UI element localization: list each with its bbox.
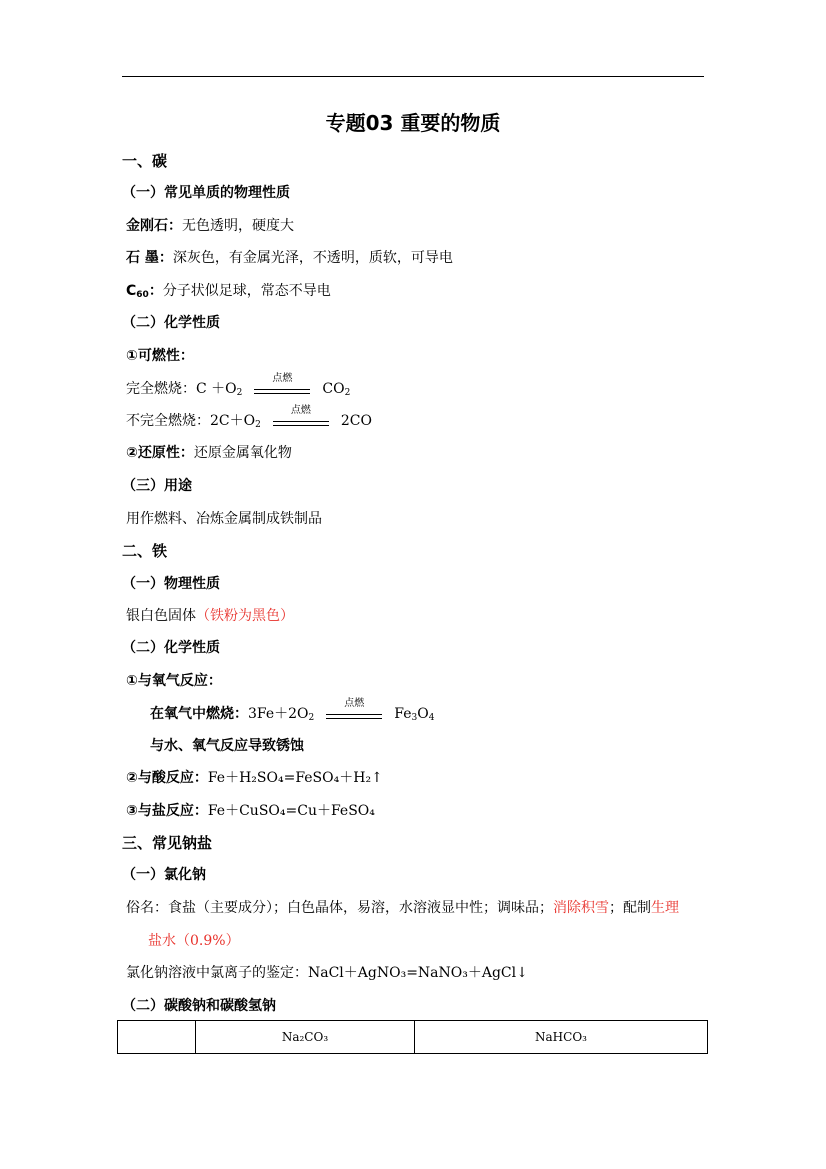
acid-reaction-equation: Fe＋H₂SO₄=FeSO₄＋H₂↑ bbox=[207, 770, 383, 786]
uses-text: 用作燃料、冶炼金属制成铁制品 bbox=[126, 511, 322, 527]
oxygen-reaction-label: ①与氧气反应： bbox=[126, 673, 222, 689]
iron-powder-note: （铁粉为黑色） bbox=[196, 608, 294, 624]
chloride-ion-test: 氯化钠溶液中氯离子的鉴定：NaCl＋AgNO₃=NaNO₃＋AgCl↓ bbox=[126, 965, 528, 981]
reactants: $2C+O_2$ bbox=[210, 413, 261, 430]
reaction-arrow bbox=[324, 698, 384, 723]
combustibility-label: ①可燃性： bbox=[126, 348, 194, 364]
reducibility-text: 还原金属氧化物 bbox=[193, 445, 292, 461]
salt-reaction-line bbox=[126, 802, 375, 820]
reactants: $3Fe+2O_2$ bbox=[248, 706, 315, 723]
carbonate-comparison-table bbox=[117, 1020, 708, 1054]
reactants: $C +O_2$ bbox=[196, 381, 243, 398]
iron-physical-text: 银白色固体 bbox=[126, 608, 196, 624]
sodium-chloride-desc-cont bbox=[148, 932, 240, 950]
saline-word: 生理 bbox=[651, 900, 679, 916]
acid-reaction-line bbox=[126, 769, 383, 787]
c60-label: $C_{60}$： bbox=[126, 283, 163, 300]
subheading-iron-physical: （一）物理性质 bbox=[122, 576, 220, 592]
products: $Fe_3O_4$ bbox=[394, 706, 435, 723]
reaction-condition: 点燃 bbox=[344, 698, 365, 709]
complete-combustion-label: 完全燃烧： bbox=[126, 381, 196, 397]
diamond-line bbox=[126, 217, 294, 235]
products: 2CO bbox=[340, 413, 372, 429]
salt-reaction-equation: Fe＋CuSO₄=Cu＋FeSO₄ bbox=[207, 803, 375, 819]
subheading-sodium-chloride: （一）氯化钠 bbox=[122, 867, 206, 883]
iron-burning-equation bbox=[150, 698, 435, 723]
graphite-text: 深灰色，有金属光泽，不透明，质软，可导电 bbox=[172, 250, 453, 266]
graphite-line bbox=[126, 249, 453, 267]
saline-word-cont: 盐水 bbox=[148, 933, 176, 949]
subheading-physical-properties: （一）常见单质的物理性质 bbox=[122, 185, 290, 201]
subheading-carbonates: （二）碳酸钠和碳酸氢钠 bbox=[122, 998, 276, 1014]
iron-burning-label: 在氧气中燃烧： bbox=[150, 706, 248, 722]
acid-reaction-label: ②与酸反应： bbox=[126, 770, 208, 786]
section-heading-iron: 二、铁 bbox=[122, 542, 168, 560]
table-row bbox=[118, 1021, 708, 1054]
table-header-empty bbox=[118, 1021, 196, 1054]
subheading-chemical-properties: （二）化学性质 bbox=[122, 315, 220, 331]
diamond-text: 无色透明，硬度大 bbox=[182, 218, 294, 234]
reaction-arrow bbox=[252, 373, 312, 398]
iron-physical-line bbox=[126, 607, 294, 625]
section-heading-carbon: 一、碳 bbox=[122, 152, 168, 170]
reducibility-line bbox=[126, 444, 292, 462]
complete-combustion-equation bbox=[126, 373, 351, 398]
snow-removal: 消除积雪 bbox=[553, 900, 609, 916]
page-title: 专题03 重要的物质 bbox=[325, 111, 501, 135]
header-rule bbox=[122, 76, 704, 77]
saline-concentration: （0.9%） bbox=[176, 933, 240, 949]
table-header-na2co3: Na₂CO₃ bbox=[196, 1021, 415, 1054]
c60-text: 分子状似足球，常态不导电 bbox=[162, 283, 331, 299]
sodium-chloride-desc: 俗名：食盐（主要成分）；白色晶体，易溶，水溶液显中性；调味品；消除积雪；配制生理 bbox=[126, 900, 679, 916]
products: $CO_2$ bbox=[322, 381, 351, 398]
diamond-label: 金刚石： bbox=[126, 218, 182, 234]
subheading-iron-chemical: （二）化学性质 bbox=[122, 640, 220, 656]
reducibility-label: ②还原性： bbox=[126, 445, 194, 461]
c60-line bbox=[126, 282, 331, 300]
incomplete-combustion-equation bbox=[126, 405, 372, 430]
graphite-label: 石 墨： bbox=[126, 250, 173, 266]
reaction-condition: 点燃 bbox=[290, 405, 311, 416]
salt-reaction-label: ③与盐反应： bbox=[126, 803, 208, 819]
reaction-arrow bbox=[271, 405, 331, 430]
section-heading-sodium-salts: 三、常见钠盐 bbox=[122, 834, 213, 852]
reaction-condition: 点燃 bbox=[272, 373, 293, 384]
subheading-uses: （三）用途 bbox=[122, 478, 192, 494]
table-header-nahco3: NaHCO₃ bbox=[415, 1021, 708, 1054]
incomplete-combustion-label: 不完全燃烧： bbox=[126, 413, 210, 429]
rusting-text: 与水、氧气反应导致锈蚀 bbox=[150, 738, 304, 754]
